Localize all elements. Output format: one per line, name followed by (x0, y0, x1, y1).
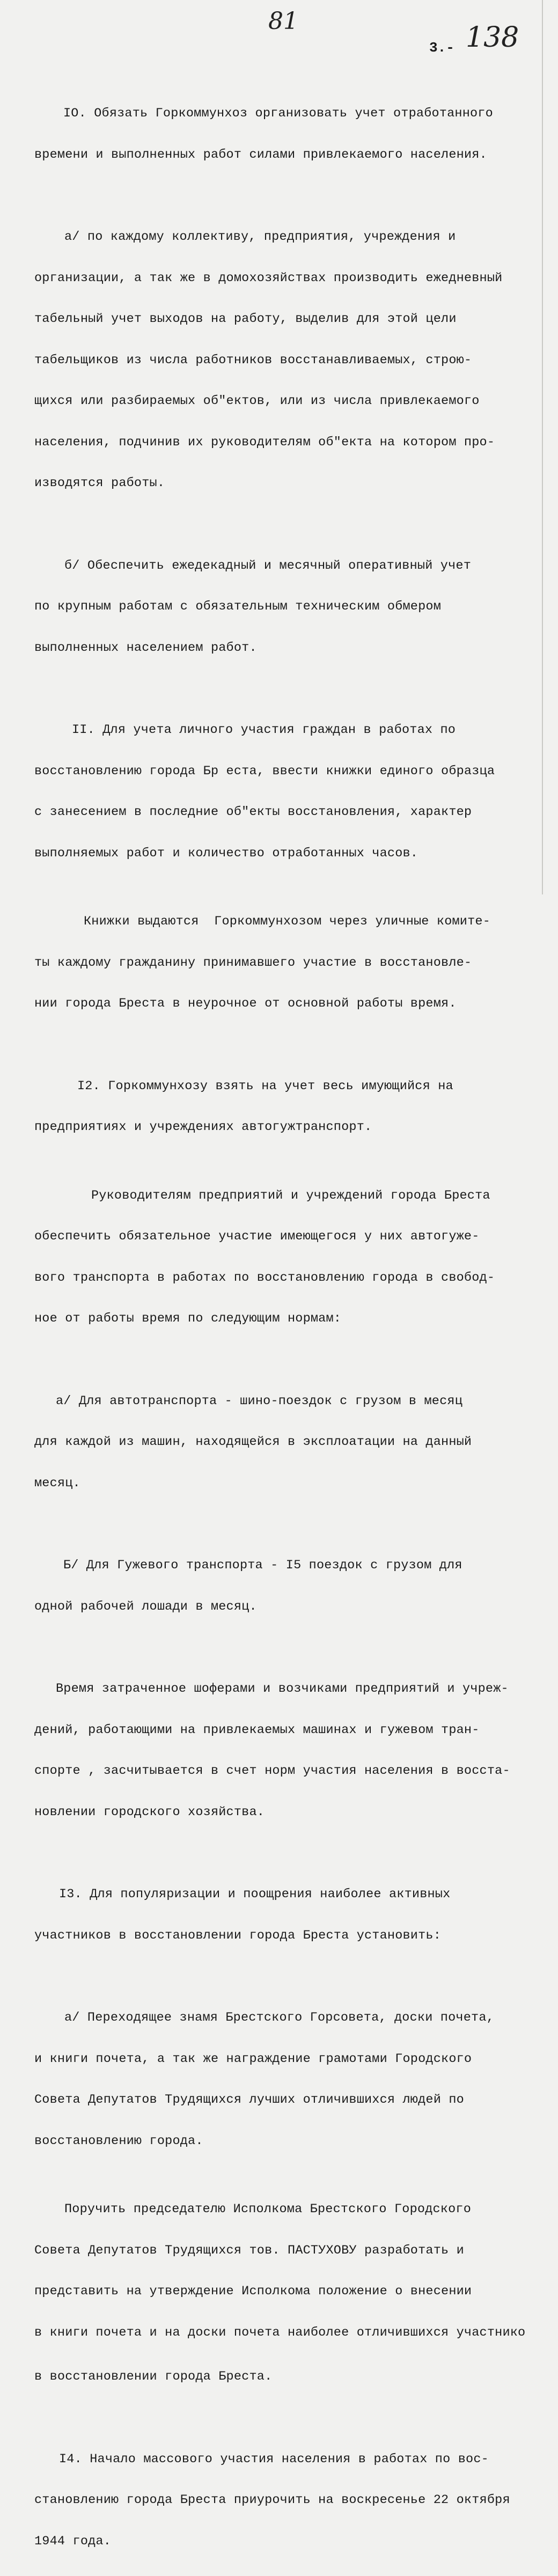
text-line: Книжки выдаются Горкоммунхозом через уличные комите- (84, 914, 491, 929)
text-line: Совета Депутатов Трудящихся тов. ПАСТУХОВУ разработать и (34, 2243, 464, 2258)
text-line: с занесением в последние об"екты восстановления, характер (34, 805, 472, 819)
text-line: щихся или разбираемых об"ектов, или из числа привлекаемого (34, 394, 480, 408)
text-line: I4. Начало массового участия населения в работах по вос- (59, 2452, 489, 2467)
text-line: Б/ Для Гужевого транспорта - I5 поездок с грузом для (63, 1558, 462, 1573)
text-line: а/ Переходящее знамя Брестского Горсовета, доски почета, (64, 2010, 494, 2025)
document-body (34, 79, 544, 2575)
text-line: табельный учет выходов на работу, выделив для этой цели (34, 312, 457, 326)
text-line: I2. Горкоммунхозу взять на учет весь имующийся на (77, 1078, 453, 1093)
paragraph-10b (34, 532, 544, 682)
paragraph-13a (34, 1984, 544, 2175)
text-line: Руководителям предприятий и учреждений города Бреста (91, 1188, 490, 1203)
paragraph-12b (34, 1531, 544, 1641)
text-line: становлению города Бреста приурочить на воскресенье 22 октября (34, 2493, 510, 2507)
paragraph-12 (34, 1052, 544, 1162)
text-line: участников в восстановлении города Бреста установить: (34, 1928, 442, 1943)
paragraph-12a (34, 1367, 544, 1518)
text-line: Время затраченное шоферами и возчиками предприятий и учреж- (56, 1682, 509, 1696)
text-line: спорте , засчитывается в счет норм участия населения в восста- (34, 1764, 510, 1778)
paragraph-14 (34, 2425, 544, 2576)
paragraph-13 (34, 1860, 544, 1970)
text-line: ты каждому гражданину принимавшего участие в восстановле- (34, 955, 472, 970)
text-line: новлении городского хозяйства. (34, 1804, 265, 1819)
text-line: II. Для учета личного участия граждан в работах по (72, 723, 456, 737)
text-line: населения, подчинив их руководителям об"екта на котором про- (34, 435, 495, 450)
text-line: ное от работы время по следующим нормам: (34, 1311, 342, 1326)
paragraph-10 (34, 79, 544, 189)
text-line: вого транспорта в работах по восстановлению города в свобод- (34, 1270, 495, 1285)
text-line: месяц. (34, 1476, 80, 1491)
handwritten-folio-right: 138 (466, 21, 519, 54)
text-line: нии города Бреста в неурочное от основной работы время. (34, 996, 457, 1011)
text-line: в книги почета и на доски почета наиболее отличившихся участнико (34, 2325, 526, 2340)
text-line: и книги почета, а так же награждение грамотами Городского (34, 2051, 472, 2066)
text-line: обеспечить обязательное участие имеющегося у них автогуже- (34, 1229, 480, 1244)
text-line: восстановлению города. (34, 2133, 203, 2148)
text-line: по крупным работам с обязательным техническим обмером (34, 599, 442, 614)
paragraph-12-heads (34, 1162, 544, 1353)
text-line: восстановлению города Бр еста, ввести книжки единого образца (34, 764, 495, 779)
text-line: выполняемых работ и количество отработанных часов. (34, 846, 418, 861)
text-line: табельщиков из числа работников восстанавливаемых, строю- (34, 353, 472, 368)
text-line: а/ Для автотранспорта - шино-поездок с грузом в месяц (56, 1393, 463, 1408)
text-line: одной рабочей лошади в месяц. (34, 1599, 257, 1614)
text-line: выполненных населением работ. (34, 640, 257, 655)
paragraph-11 (34, 696, 544, 887)
text-line: а/ по каждому коллективу, предприятия, учреждения и (64, 230, 456, 244)
text-line: организации, а так же в домохозяйствах производить ежедневный (34, 270, 503, 285)
handwritten-folio-top: 81 (268, 8, 298, 35)
text-line: представить на утверждение Исполкома положение о внесении (34, 2284, 472, 2299)
text-line: 1944 года. (34, 2534, 112, 2549)
text-line: Совета Депутатов Трудящихся лучших отличившихся людей по (34, 2093, 464, 2107)
text-line: времени и выполненных работ силами привлекаемого населения. (34, 147, 487, 162)
paragraph-10a (34, 203, 544, 518)
text-line: дений, работающими на привлекаемых машинах и гужевом тран- (34, 1722, 480, 1737)
paragraph-12-drivers (34, 1655, 544, 1846)
text-line: в восстановлении города Бреста. (34, 2369, 273, 2384)
text-line: IO. Обязать Горкоммунхоз организовать учет отработанного (63, 106, 493, 121)
text-line: предприятиях и учреждениях автогужтранспорт. (34, 1120, 372, 1134)
page-number: 3.- (429, 40, 454, 56)
text-line: для каждой из машин, находящейся в эксплоатации на данный (34, 1435, 472, 1449)
text-line: I3. Для популяризации и поощрения наиболее активных (59, 1887, 451, 1902)
paragraph-13-instruct (34, 2175, 544, 2411)
text-line: Поручить председателю Исполкома Брестского Городского (64, 2202, 472, 2217)
text-line: изводятся работы. (34, 476, 165, 490)
text-line: б/ Обеспечить ежедекадный и месячный оперативный учет (64, 558, 472, 573)
paragraph-11-books (34, 887, 544, 1038)
